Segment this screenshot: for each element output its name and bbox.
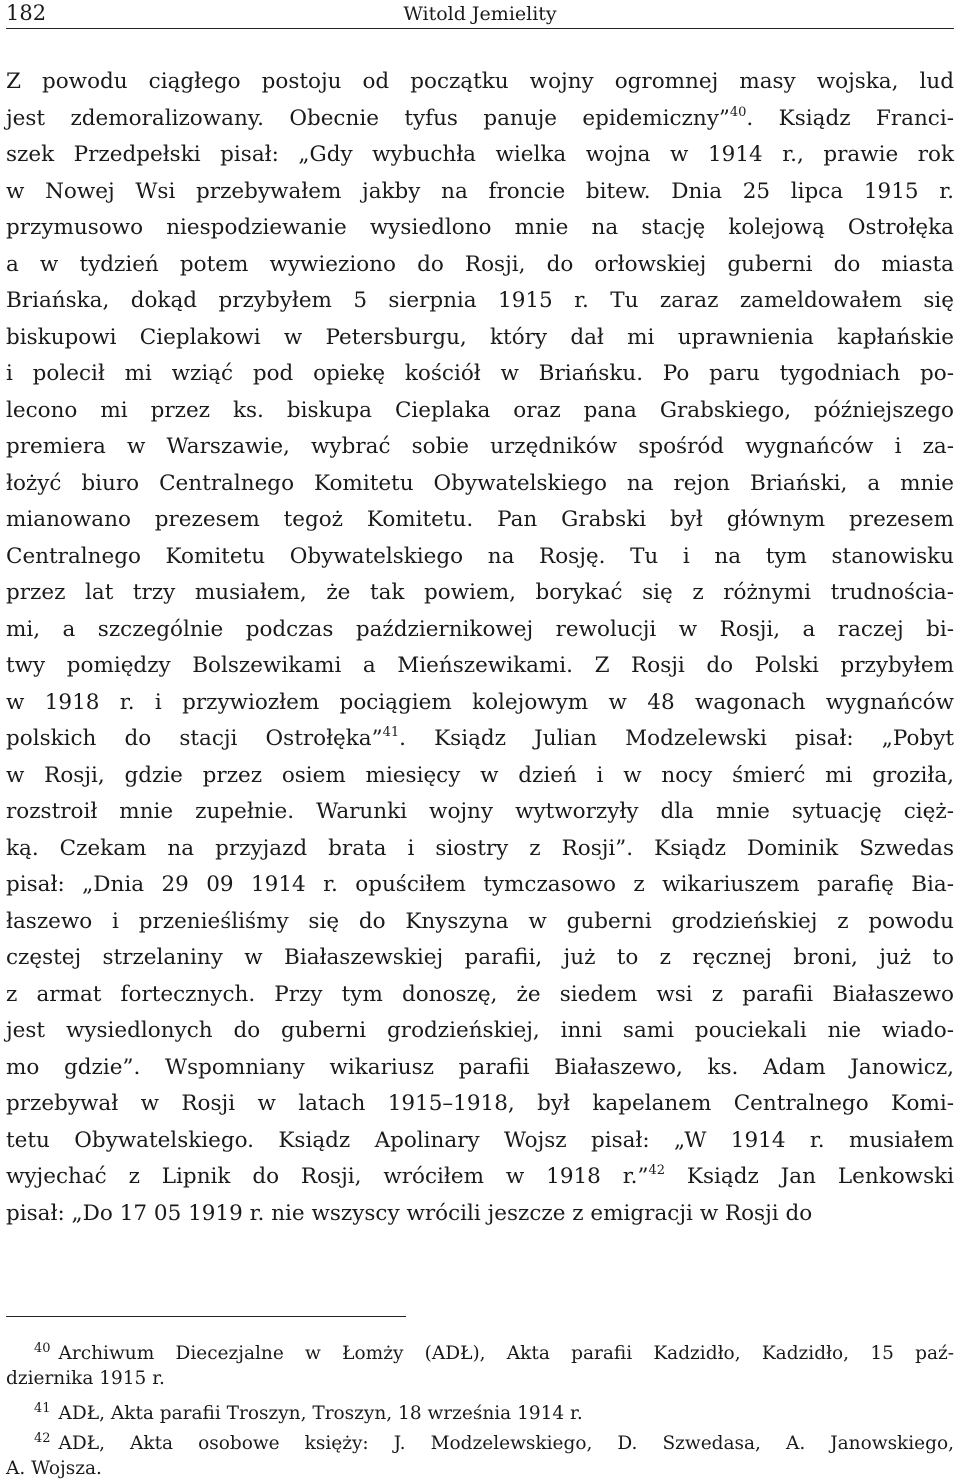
footnote-text: A. Wojsza. (6, 1458, 102, 1479)
text-line (6, 210, 954, 247)
text-segment: pisał: „Do 17 05 1919 r. nie wszyscy wrócili jeszcze z emigracji w Rosji do (6, 1200, 813, 1226)
text-segment: tetu Obywatelskiego. Ksiądz Apolinary Wojsz pisał: „W 1914 r. musiałem (6, 1127, 954, 1153)
text-line (6, 247, 954, 284)
text-segment: a w tydzień potem wywieziono do Rosji, do orłowskiej guberni do miasta (6, 251, 954, 277)
text-segment: . Ksiądz Julian Modzelewski pisał: „Pobyt (399, 726, 954, 751)
text-segment: Ksiądz Jan Lenkowski (665, 1164, 955, 1189)
text-line (6, 831, 954, 868)
running-head: Witold Jemielity (403, 3, 557, 25)
text-line (6, 867, 954, 904)
footnote-line (6, 1454, 954, 1484)
footnote-rule (6, 1316, 406, 1317)
footnote-reference[interactable]: 42 (648, 1163, 666, 1178)
text-line (6, 575, 954, 612)
text-line (6, 429, 954, 466)
text-segment: Briańska, dokąd przybyłem 5 sierpnia 1915 r. Tu zaraz zameldowałem się (6, 288, 954, 313)
footnote-line (6, 1424, 954, 1454)
text-segment: z armat fortecznych. Przy tym donoszę, że siedem wsi z parafii Białaszewo (6, 981, 954, 1007)
text-line (6, 101, 954, 138)
text-line (6, 1159, 954, 1196)
footnote-text: Archiwum Diecezjalne w Łomży (ADŁ), Akta parafii Kadzidło, Kadzidło, 15 paź- (58, 1343, 954, 1364)
body-text (6, 64, 954, 1232)
text-segment: jest wysiedlonych do guberni grodzieńskiej, inni sami pouciekali nie wiado- (6, 1018, 954, 1043)
footnote-line (6, 1364, 954, 1394)
text-line (6, 539, 954, 576)
footnote-reference[interactable]: 40 (729, 104, 747, 120)
footnotes (6, 1334, 954, 1484)
footnote-number: 41 (34, 1401, 51, 1416)
text-line (6, 64, 954, 101)
footnote-text: ADŁ, Akta osobowe księży: J. Modzelewskiego, D. Szwedasa, A. Janowskiego, (58, 1433, 954, 1454)
text-line (6, 356, 954, 393)
text-line (6, 283, 954, 320)
text-segment: jest zdemoralizowany. Obecnie tyfus panuje epidemiczny” (6, 105, 730, 131)
text-line (6, 1086, 954, 1123)
text-line (6, 1196, 954, 1233)
text-line (6, 794, 954, 831)
text-line (6, 721, 954, 758)
text-segment: rozstroił mnie zupełnie. Warunki wojny wytworzyły dla mnie sytuację cięż- (6, 799, 954, 824)
footnote-text: dziernika 1915 r. (6, 1368, 165, 1389)
text-segment: twy pomiędzy Bolszewikami a Mieńszewikami. Z Rosji do Polski przybyłem (6, 653, 954, 678)
text-line (6, 137, 954, 174)
page-number: 182 (6, 1, 47, 25)
text-segment: mianowano prezesem tegoż Komitetu. Pan Grabski był głównym prezesem (6, 507, 954, 532)
footnote-number: 40 (34, 1341, 51, 1356)
text-line (6, 174, 954, 211)
text-segment: przymusowo niespodziewanie wysiedlono mnie na stację kolejową Ostrołęka (6, 215, 954, 240)
text-segment: mo gdzie”. Wspomniany wikariusz parafii Białaszewo, ks. Adam Janowicz, (6, 1054, 954, 1080)
text-line (6, 502, 954, 539)
text-segment: w Rosji, gdzie przez osiem miesięcy w dzień i w nocy śmierć mi groziła, (6, 762, 954, 788)
footnote-number: 42 (34, 1431, 51, 1446)
text-segment: ką. Czekam na przyjazd brata i siostry z Rosji”. Ksiądz Dominik Szwedas (6, 835, 954, 861)
text-segment: biskupowi Cieplakowi w Petersburgu, który dał mi uprawnienia kapłańskie (6, 324, 954, 350)
text-segment: i polecił mi wziąć pod opiekę kościół w Briańsku. Po paru tygodniach po- (6, 361, 954, 386)
text-segment: łaszewo i przenieśliśmy się do Knyszyna w guberni grodzieńskiej z powodu (6, 908, 954, 934)
text-segment: Centralnego Komitetu Obywatelskiego na Rosję. Tu i na tym stanowisku (6, 543, 954, 569)
text-line (6, 1013, 954, 1050)
text-segment: Z powodu ciągłego postoju od początku wojny ogromnej masy wojska, lud (6, 69, 954, 94)
text-segment: łożyć biuro Centralnego Komitetu Obywatelskiego na rejon Briański, a mnie (6, 470, 954, 496)
text-line (6, 1050, 954, 1087)
text-segment: szek Przedpełski pisał: „Gdy wybuchła wielka wojna w 1914 r., prawie rok (6, 142, 954, 167)
text-segment: pisał: „Dnia 29 09 1914 r. opuściłem tymczasowo z wikariuszem parafię Bia- (6, 872, 954, 897)
text-line (6, 1123, 954, 1160)
text-line (6, 685, 954, 722)
footnote-line (6, 1334, 954, 1364)
text-segment: w 1918 r. i przywiozłem pociągiem kolejowym w 48 wagonach wygnańców (6, 689, 954, 715)
text-line (6, 940, 954, 977)
footnote-text: ADŁ, Akta parafii Troszyn, Troszyn, 18 września 1914 r. (58, 1403, 583, 1424)
text-line (6, 320, 954, 357)
page-header (6, 0, 954, 29)
text-line (6, 648, 954, 685)
text-segment: w Nowej Wsi przebywałem jakby na froncie bitew. Dnia 25 lipca 1915 r. (6, 178, 954, 204)
text-segment: częstej strzelaniny w Białaszewskiej parafii, już to z ręcznej broni, już to (6, 945, 954, 970)
text-segment: premiera w Warszawie, wybrać sobie urzędników spośród wygnańców i za- (6, 434, 954, 459)
footnote-reference[interactable]: 41 (382, 725, 400, 740)
text-segment: przez lat trzy musiałem, że tak powiem, borykać się z różnymi trudnościa- (6, 580, 954, 605)
footnote-line (6, 1394, 954, 1424)
text-segment: mi, a szczególnie podczas październikowej rewolucji w Rosji, a raczej bi- (6, 616, 954, 642)
text-line (6, 977, 954, 1014)
text-segment: wyjechać z Lipnik do Rosji, wróciłem w 1918 r.” (6, 1164, 649, 1189)
text-line (6, 612, 954, 649)
text-line (6, 904, 954, 941)
text-segment: . Ksiądz Franci- (746, 105, 954, 131)
text-segment: polskich do stacji Ostrołęka” (6, 726, 383, 751)
text-segment: przebywał w Rosji w latach 1915–1918, był kapelanem Centralnego Komi- (6, 1091, 954, 1116)
text-line (6, 393, 954, 430)
text-line (6, 758, 954, 795)
text-line (6, 466, 954, 503)
text-segment: lecono mi przez ks. biskupa Cieplaka oraz pana Grabskiego, późniejszego (6, 397, 954, 423)
